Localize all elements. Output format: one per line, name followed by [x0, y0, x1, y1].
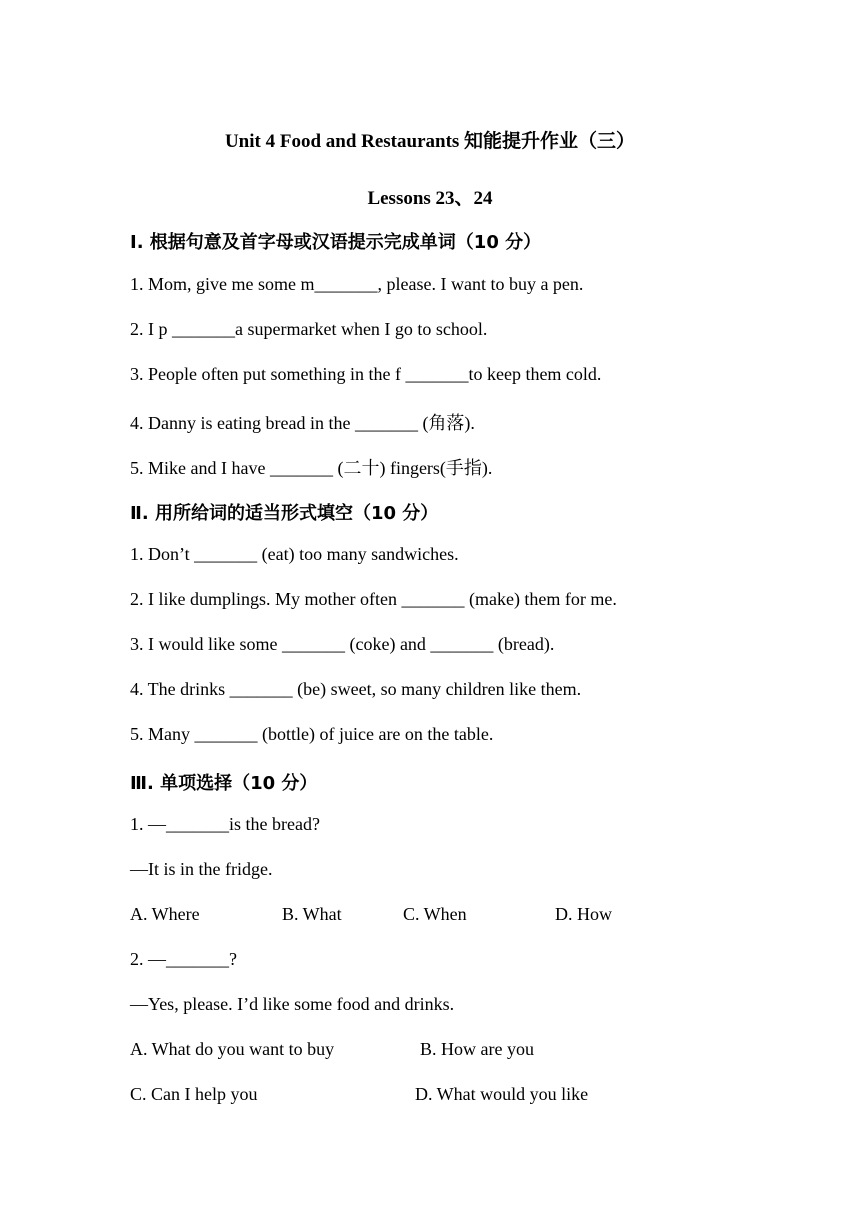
- question-1: 1. —_______is the bread?: [130, 814, 320, 834]
- question-2-option-d: D. What would you like: [415, 1084, 589, 1104]
- section-2-item-3: 3. I would like some _______ (coke) and _______ (bread).: [130, 634, 555, 654]
- question-2-option-a: A. What do you want to buy: [130, 1039, 335, 1059]
- section-1-heading: Ⅰ. 根据句意及首字母或汉语提示完成单词（10 分）: [130, 232, 542, 253]
- section-1-item-1: 1. Mom, give me some m_______, please. I want to buy a pen.: [130, 274, 584, 294]
- section-2-item-1: 1. Don’t _______ (eat) too many sandwiches.: [130, 544, 459, 564]
- question-1-reply: —It is in the fridge.: [130, 859, 273, 879]
- question-1-option-c: C. When: [403, 904, 467, 924]
- section-2-item-2: 2. I like dumplings. My mother often _______ (make) them for me.: [130, 589, 617, 609]
- section-3-heading: Ⅲ. 单项选择（10 分）: [130, 773, 318, 794]
- section-2-item-5: 5. Many _______ (bottle) of juice are on the table.: [130, 724, 494, 744]
- section-1-item-5: 5. Mike and I have _______ (二十) fingers(手指).: [130, 458, 493, 478]
- question-2-option-c: C. Can I help you: [130, 1084, 258, 1104]
- question-1-option-b: B. What: [282, 904, 342, 924]
- page-subtitle: Lessons 23、24: [367, 188, 493, 209]
- section-2-heading: Ⅱ. 用所给词的适当形式填空（10 分）: [130, 503, 439, 524]
- section-2-item-4: 4. The drinks _______ (be) sweet, so many children like them.: [130, 679, 582, 699]
- question-2: 2. —_______?: [130, 949, 237, 969]
- section-1-item-4: 4. Danny is eating bread in the _______ (角落).: [130, 413, 475, 433]
- question-2-option-b: B. How are you: [420, 1039, 534, 1059]
- question-1-option-d: D. How: [555, 904, 612, 924]
- section-1-item-2: 2. I p _______a supermarket when I go to school.: [130, 319, 488, 339]
- question-1-option-a: A. Where: [130, 904, 200, 924]
- section-1-item-3: 3. People often put something in the f _______to keep them cold.: [130, 364, 602, 384]
- page-title: Unit 4 Food and Restaurants 知能提升作业（三）: [224, 131, 636, 152]
- question-2-reply: —Yes, please. I’d like some food and drinks.: [130, 994, 455, 1014]
